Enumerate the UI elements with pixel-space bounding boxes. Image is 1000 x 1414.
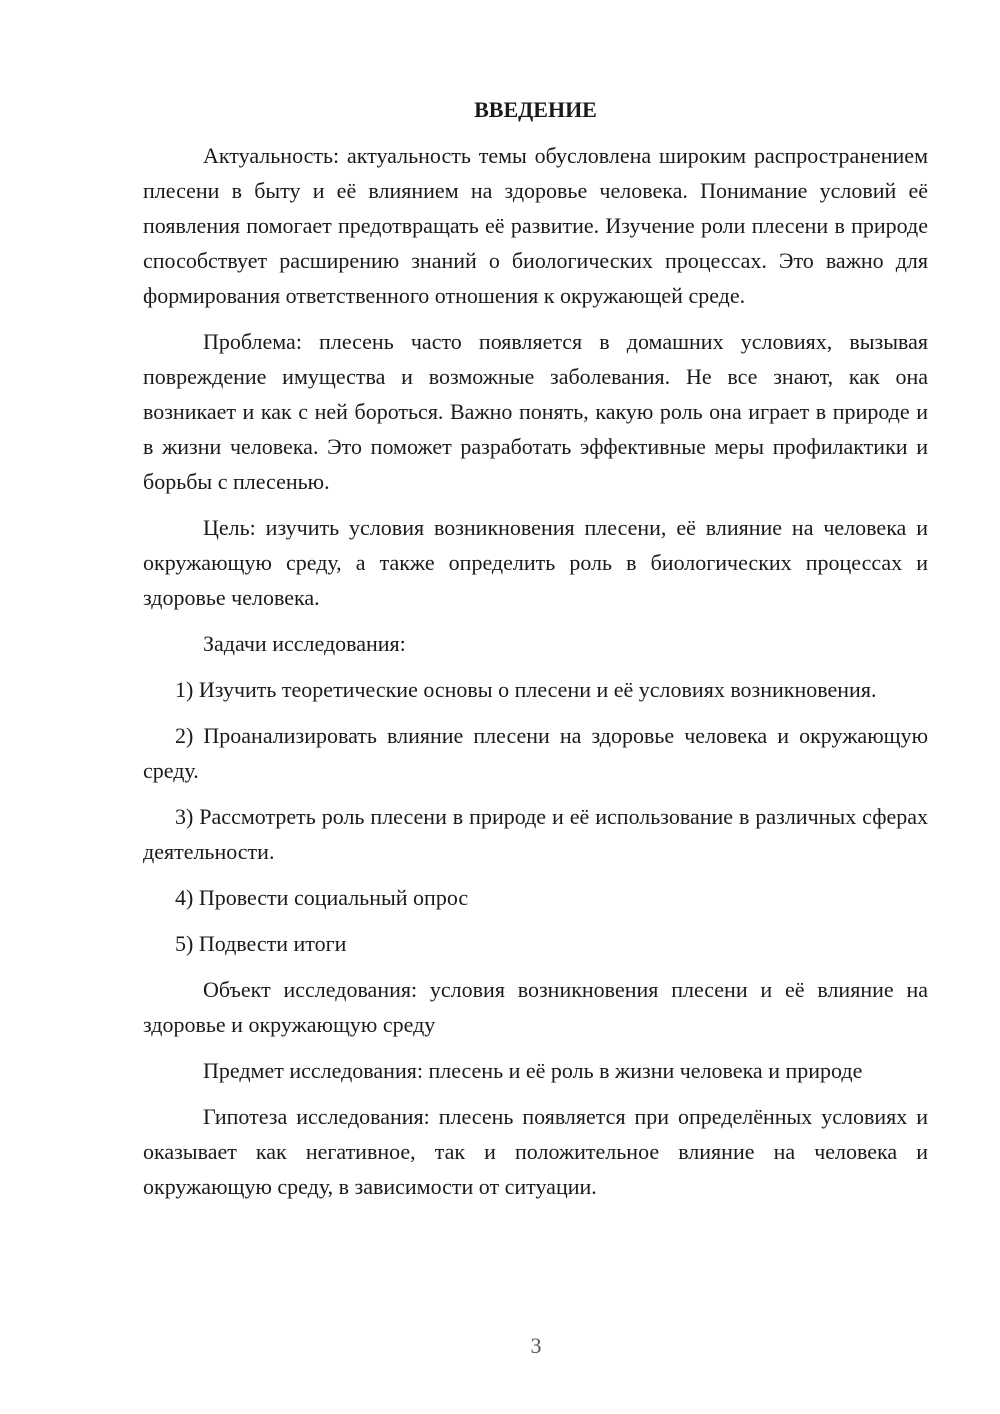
goal-paragraph: Цель: изучить условия возникновения плесени, её влияние на человека и окружающую среду, а также определить роль в биологических процессах и здоровье человека. bbox=[143, 515, 928, 610]
hypothesis-paragraph: Гипотеза исследования: плесень появляется при определённых условиях и оказывает как негативное, так и положительное влияние на человека и окружающую среду, в зависимости от ситуации. bbox=[143, 1104, 928, 1199]
document-page bbox=[143, 92, 928, 1215]
page-number: 3 bbox=[530, 1333, 542, 1358]
object-paragraph: Объект исследования: условия возникновения плесени и её влияние на здоровье и окружающую среду bbox=[143, 977, 928, 1037]
tasks-heading: Задачи исследования: bbox=[203, 631, 406, 656]
task-item-5: 5) Подвести итоги bbox=[175, 931, 347, 956]
problem-paragraph: Проблема: плесень часто появляется в домашних условиях, вызывая повреждение имущества и возможные заболевания. Не все знают, как она возникает и как с ней бороться. Важно понять, какую роль она играет в природе и в жизни человека. Это поможет разработать эффективные меры профилактики и борьбы с плесенью. bbox=[143, 329, 928, 494]
task-item-4: 4) Провести социальный опрос bbox=[175, 885, 469, 910]
relevance-paragraph: Актуальность: актуальность темы обусловлена широким распространением плесени в быту и её влиянием на здоровье человека. Понимание условий её появления помогает предотвращать её развитие. Изучение роли плесени в природе способствует расширению знаний о биологических процессах. Это важно для формирования ответственного отношения к окружающей среде. bbox=[143, 143, 928, 308]
subject-paragraph: Предмет исследования: плесень и её роль в жизни человека и природе bbox=[203, 1058, 863, 1083]
task-item-2: 2) Проанализировать влияние плесени на здоровье человека и окружающую среду. bbox=[143, 723, 928, 783]
task-item-1: 1) Изучить теоретические основы о плесени и её условиях возникновения. bbox=[175, 677, 877, 702]
task-item-3: 3) Рассмотреть роль плесени в природе и её использование в различных сферах деятельности. bbox=[143, 804, 928, 864]
section-title: ВВЕДЕНИЕ bbox=[474, 97, 597, 122]
